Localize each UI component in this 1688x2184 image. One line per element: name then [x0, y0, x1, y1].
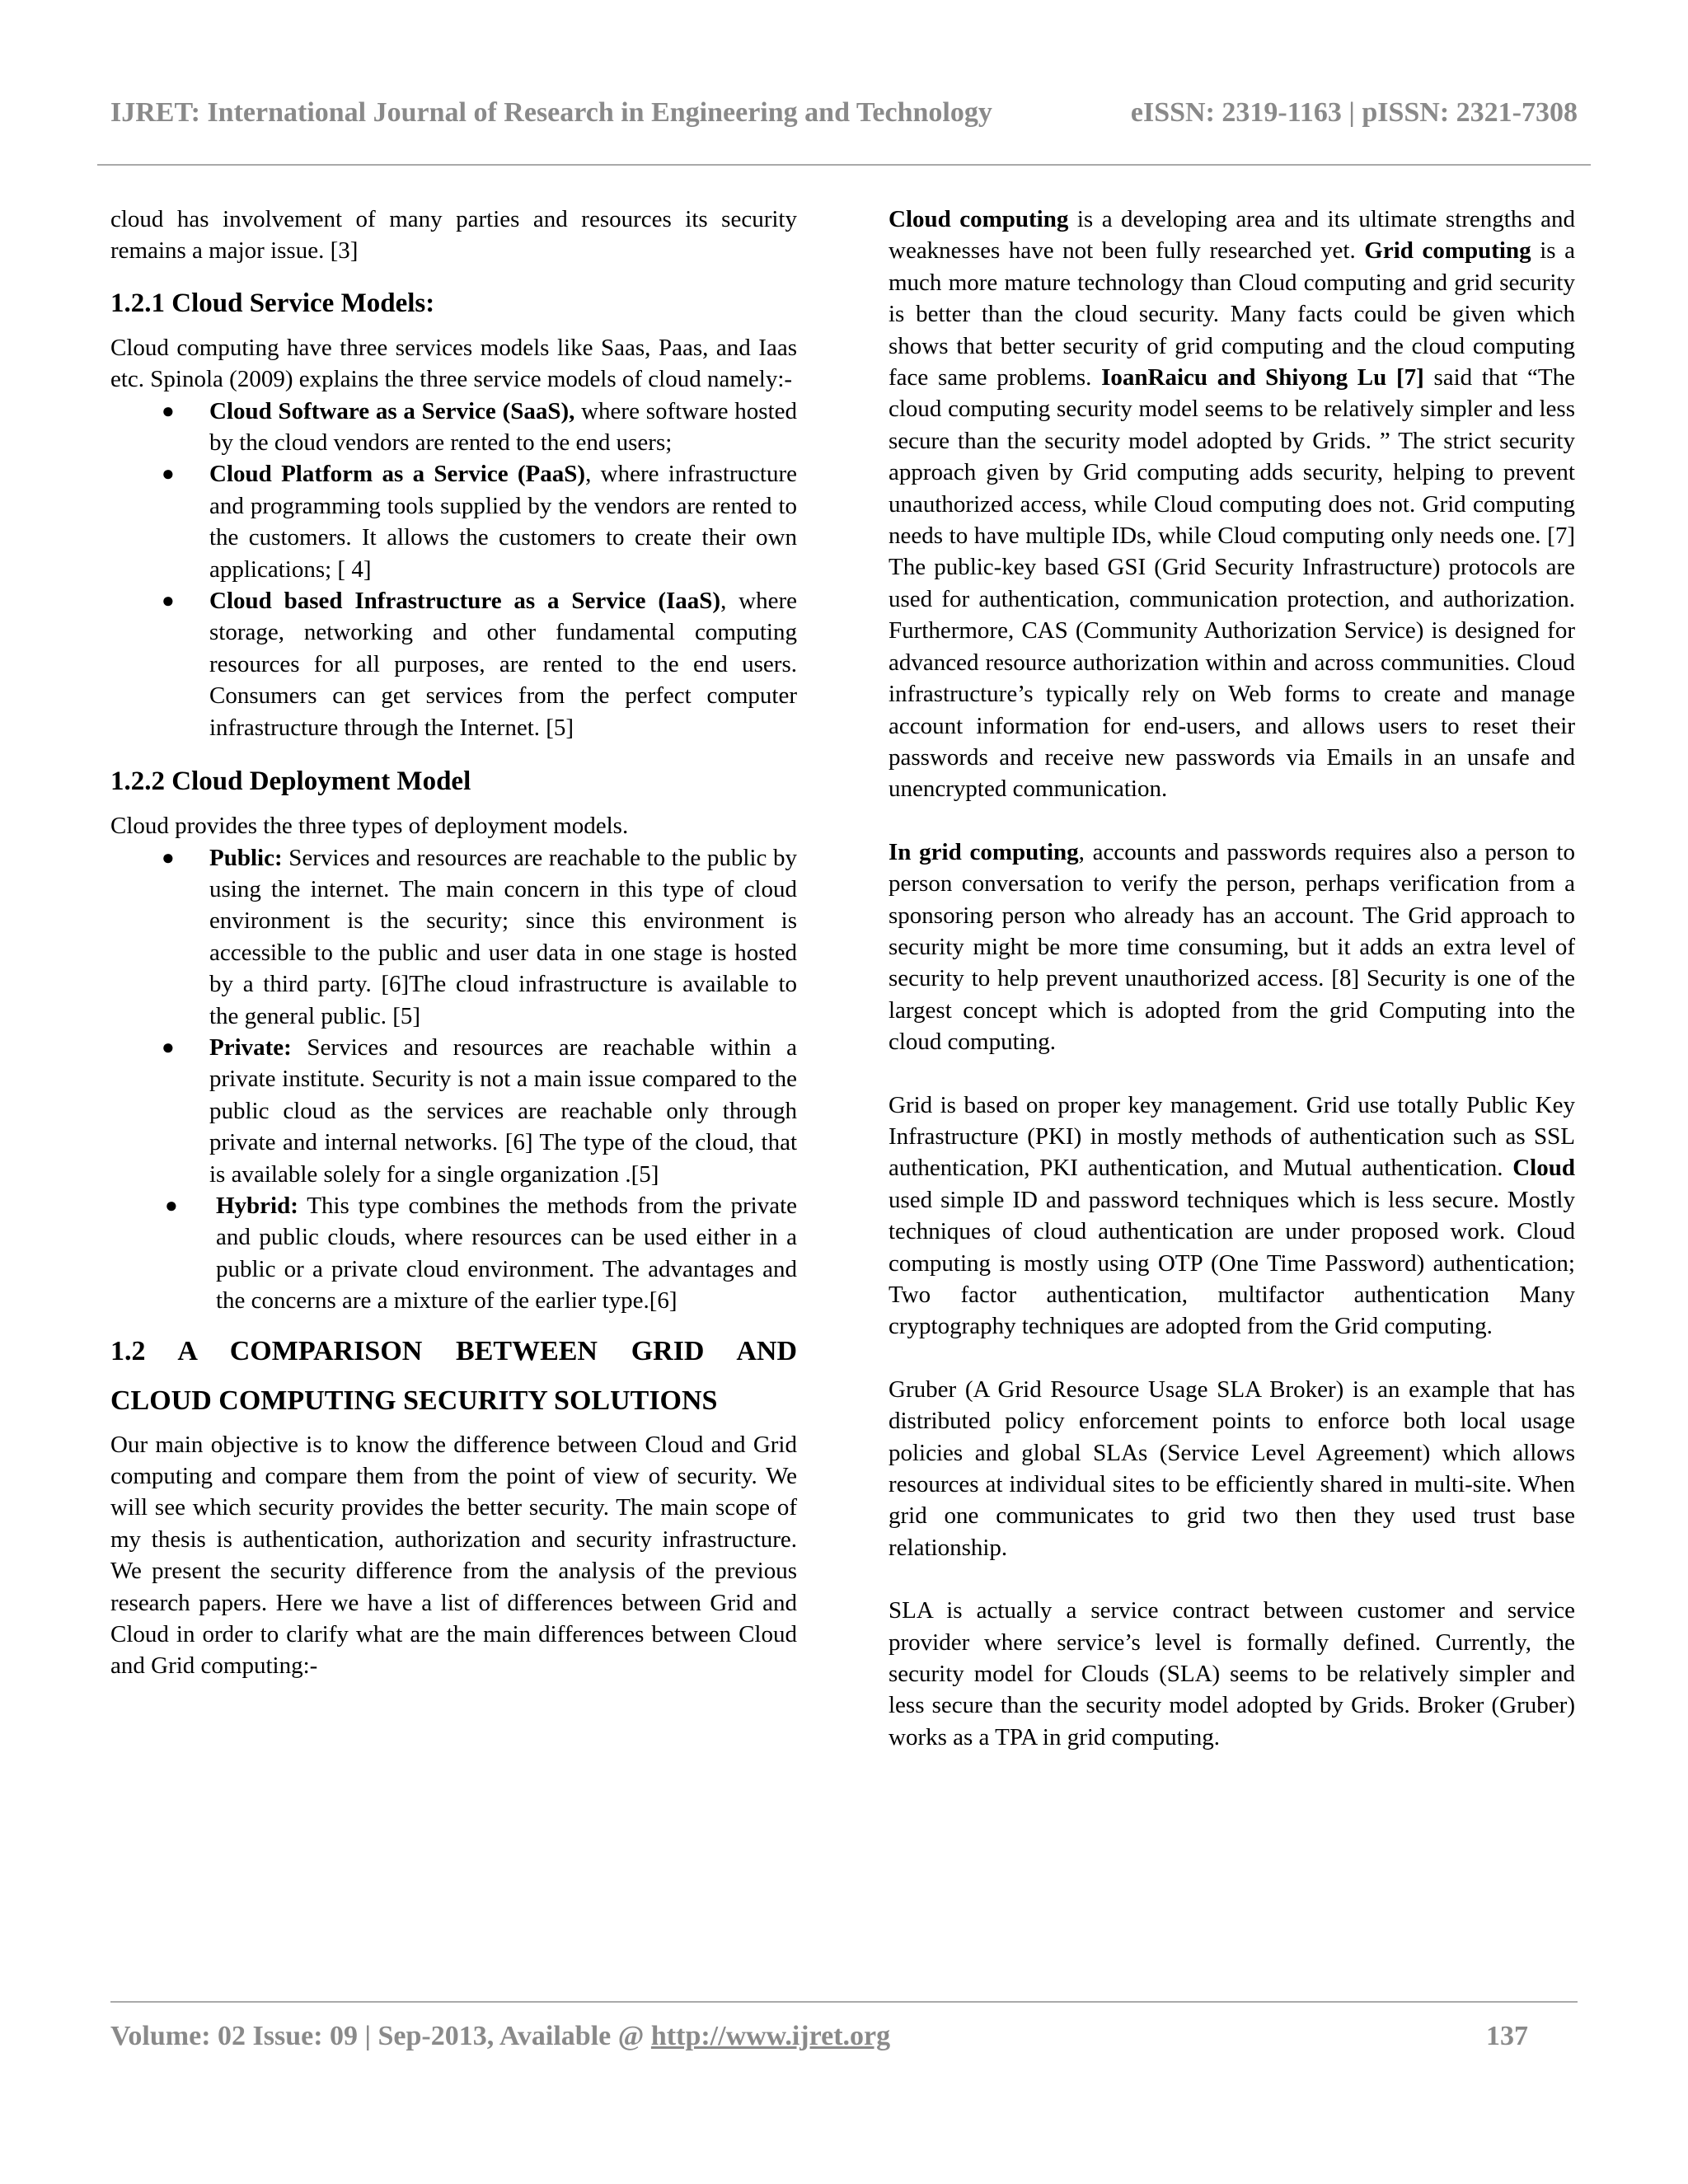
list-item: ● Public: Services and resources are reachable to the public by using the internet. The main concern in this type of cloud environment is the security; since this environment is accessible to the public and user data in one stage is hosted by a third party. [6]The cloud infrastructure is available to the general public. [5] — [110, 842, 797, 1032]
grid-accounts-paragraph: In grid computing, accounts and passwords requires also a person to person conversation to verify the person, perhaps verification from a sponsoring person who already has an account. The Grid approach to security might be more time consuming, but it adds an extra level of security to help prevent unauthorized access. [8] Security is one of the largest concept which is adopted from the grid Computing into the cloud computing. — [889, 838, 1575, 1056]
bullet-icon: ● — [165, 1193, 178, 1217]
left-column — [110, 204, 797, 1682]
deployment-models-list — [110, 842, 797, 1317]
list-item: ● Cloud Platform as a Service (PaaS), where infrastructure and programming tools supplied by the vendors are rented to the customers. It allows the customers to create their own applications; [ 4] — [110, 458, 797, 585]
sla-paragraph: SLA is actually a service contract between customer and service provider where service’s level is formally defined. Currently, the security model for Clouds (SLA) seems to be relatively simpler and less secure than the security model adopted by Grids. Broker (Gruber) works as a TPA in grid computing. — [889, 1597, 1575, 1750]
section-1-2-1-heading: 1.2.1 Cloud Service Models: — [110, 288, 435, 318]
gruber-paragraph: Gruber (A Grid Resource Usage SLA Broker) is an example that has distributed policy enforcement points to enforce both local usage policies and global SLAs (Service Level Agreement) which allows resources at individual sites to be efficiently shared in multi-site. When grid one communicates to grid two then they used trust base relationship. — [889, 1376, 1575, 1561]
volume-info: Volume: 02 Issue: 09 | Sep-2013, Available @ — [110, 2021, 651, 2051]
list-item: ● Cloud Software as a Service (SaaS), where software hosted by the cloud vendors are rented to the end users; — [110, 396, 797, 459]
journal-url-link[interactable]: http://www.ijret.org — [650, 2021, 891, 2051]
issn-numbers: eISSN: 2319-1163 | pISSN: 2321-7308 — [1130, 97, 1578, 128]
section-1-2-heading: 1.2 A COMPARISON BETWEEN GRID AND CLOUD COMPUTING SECURITY SOLUTIONS — [110, 1335, 797, 1416]
journal-title: IJRET: International Journal of Research in Engineering and Technology — [110, 97, 992, 128]
comparison-paragraph: Our main objective is to know the difference between Cloud and Grid computing and compare them from the point of view of security. We will see which security provides the better security. The main scope of my thesis is authentication, authorization and security infrastructure. We present the security difference from the analysis of the previous research papers. Here we have a list of differences between Grid and Cloud in order to clarify what are the main differences between Cloud and Grid computing:- — [110, 1431, 797, 1680]
bullet-icon: ● — [162, 398, 175, 423]
intro-paragraph: cloud has involvement of many parties and resources its security remains a major issue. [3] — [110, 206, 797, 265]
right-column — [889, 204, 1575, 1753]
service-models-list — [110, 396, 797, 743]
running-header — [110, 97, 1578, 129]
bullet-icon: ● — [162, 588, 175, 613]
key-management-paragraph: Grid is based on proper key management. Grid use totally Public Key Infrastructure (PKI) in mostly methods of authentication such as SSL authentication, PKI authentication, and Mutual authentication. Cloud used simple ID and password techniques which is less secure. Mostly techniques of cloud authentication are under proposed work. Cloud computing is mostly using OTP (One Time Password) authentication; Two factor authentication, multifactor authentication Many cryptography techniques are adopted from the Grid computing. — [889, 1091, 1575, 1340]
bullet-icon: ● — [162, 845, 175, 869]
cloud-vs-grid-paragraph: Cloud computing is a developing area and its ultimate strengths and weaknesses have not been fully researched yet. Grid computing is a much more mature technology than Cloud computing and grid security is better than the cloud security. Many facts could be given which shows that better security of grid computing and the cloud computing face same problems. IoanRaicu and Shiyong Lu [7] said that “The cloud computing security model seems to be relatively simpler and less secure than the security model adopted by Grids. ” The strict security approach given by Grid computing adds security, helping to prevent unauthorized access, while Cloud computing does not. Grid computing needs to have multiple IDs, while Cloud computing only needs one. [7] The public-key based GSI (Grid Security Infrastructure) protocols are used for authentication, communication protection, and authorization. Furthermore, CAS (Community Authorization Service) is designed for advanced resource authorization within and across communities. Cloud infrastructure’s typically rely on Web forms to create and manage account information for end-users, and allows users to reset their passwords and receive new passwords via Emails in an unsafe and unencrypted communication. — [889, 206, 1575, 803]
list-item: ● Hybrid: This type combines the methods from the private and public clouds, where resources can be used either in a public or a private cloud environment. The advantages and the concerns are a mixture of the earlier type.[6] — [110, 1190, 797, 1317]
header-divider — [97, 164, 1591, 166]
deployment-models-intro: Cloud provides the three types of deployment models. — [110, 813, 629, 840]
bullet-icon: ● — [162, 1034, 175, 1059]
page-footer — [110, 2021, 1528, 2052]
bullet-icon: ● — [162, 462, 175, 486]
list-item: ● Cloud based Infrastructure as a Service (IaaS), where storage, networking and other fundamental computing resources for all purposes, are rented to the end users. Consumers can get services from the perfect computer infrastructure through the Internet. [5] — [110, 585, 797, 743]
page-number: 137 — [1486, 2021, 1528, 2051]
list-item: ● Private: Services and resources are reachable within a private institute. Security is not a main issue compared to the public cloud as the services are reachable only through private and internal networks. [6] The type of the cloud, that is available solely for a single organization .[5] — [110, 1032, 797, 1190]
service-models-intro: Cloud computing have three services models like Saas, Paas, and Iaas etc. Spinola (2009) explains the three service models of cloud namely:- — [110, 334, 797, 393]
section-1-2-2-heading: 1.2.2 Cloud Deployment Model — [110, 766, 471, 797]
footer-divider — [110, 2001, 1578, 2003]
